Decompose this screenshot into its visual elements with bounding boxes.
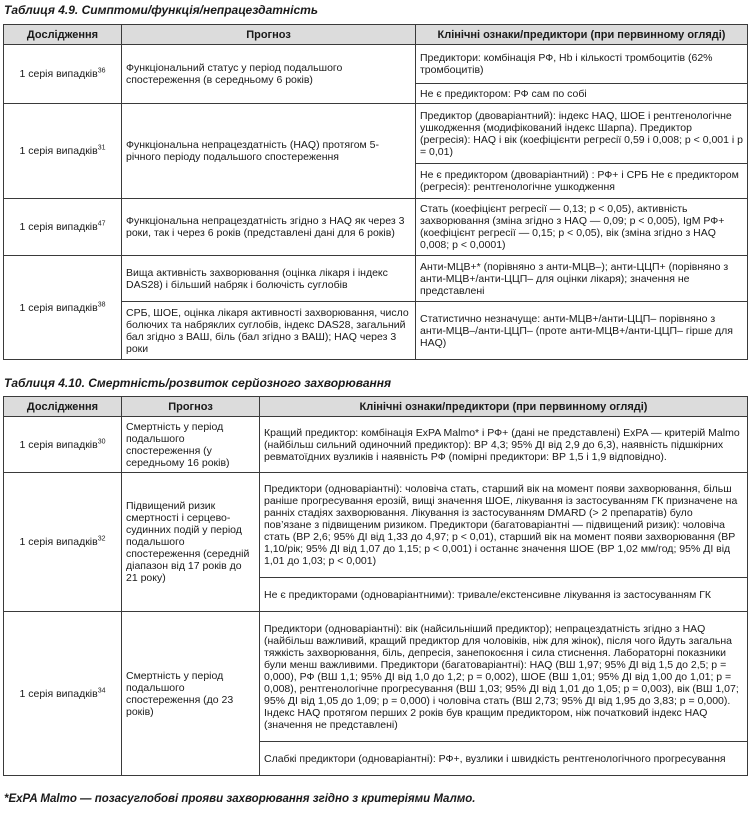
predictor-cell: Кращий предиктор: комбінація ExPA Malmo* і РФ+ (дані не представлені) ExPA — критерій Malmo (найбільш сильний одиночний предиктор): ВР 4,3; 95% ДІ від 2,9 до 6,3), наявність підшкірних ревматоїдних вузликів і наявність РФ (помірні предиктори: ВР 1,5 і 1,9 відповідно). (260, 417, 748, 473)
study-cell: 1 серія випадків$^{38}$ (4, 256, 122, 360)
col-header-study: Дослідження (4, 25, 122, 45)
predictor-cell: Не є предиктором (двоваріантний) : РФ+ і СРБ Не є предиктором (регресія): рентгенологічне ушкодження (416, 164, 748, 199)
col-header-prognosis: Прогноз (122, 397, 260, 417)
prognosis-cell: Підвищений ризик смертності і серцево-судинних подій у період подальшого спостереження (середній діапазон від 17 років до 21 року) (122, 473, 260, 612)
col-header-prognosis: Прогноз (122, 25, 416, 45)
table-row (4, 104, 748, 164)
predictor-cell: Слабкі предиктори (одноваріантні): РФ+, вузлики і швидкість рентгенологічного прогресування (260, 742, 748, 776)
col-header-predictors: Клінічні ознаки/предиктори (при первинному огляді) (260, 397, 748, 417)
table-row (4, 45, 748, 84)
table-row (4, 473, 748, 578)
predictor-cell: Не є предиктором: РФ сам по собі (416, 84, 748, 104)
table-row (4, 199, 748, 256)
predictor-cell: Предиктори (одноваріантні): чоловіча стать, старший вік на момент появи захворювання, більш раніше прогресування ерозій, вищі значення ШОЕ, лікування із застосуванням ГК призначене на ранніх стадіях захворювання. Лікування із застосуванням DMARD (> 2 препаратів) було пов’язане з підвищеним ризиком. Предиктори (багатоваріантні — підвищений ризик): чоловіча стать (ВР 2,6; 95% ДІ від 1,33 до 4,97; р < 0,01), старший вік на момент появи захворювання (ВР 1,10/рік; 95% ДІ від 1,07 до 1,15; р < 0,001) і останнє значення ШОЕ (ВР 1,02 мм/год; 95% ДІ від 1,01 до 1,03; р < 0,001) (260, 473, 748, 578)
study-cell: 1 серія випадків$^{32}$ (4, 473, 122, 612)
prognosis-cell: Функціональна непрацездатність (HAQ) протягом 5-річного періоду подальшого спостереження (122, 104, 416, 199)
study-cell: 1 серія випадків$^{30}$ (4, 417, 122, 473)
predictor-cell: Не є предикторами (одноваріантними): тривале/екстенсивне лікування із застосуванням ГК (260, 578, 748, 612)
table-4-9-caption: Таблиця 4.9. Симптоми/функція/непрацездатність (4, 3, 318, 17)
predictor-cell: Статистично незначуще: анти-МЦВ+/анти-ЦЦП– порівняно з анти-МЦВ–/анти-ЦЦП– (проте анти-МЦВ+/анти-ЦЦП– гірше для HAQ) (416, 302, 748, 360)
prognosis-cell: Вища активність захворювання (оцінка лікаря і індекс DAS28) і більший набряк і болючість суглобів (122, 256, 416, 302)
table-header-row (4, 397, 748, 417)
prognosis-cell: Смертність у період подальшого спостереження (до 23 років) (122, 612, 260, 776)
predictor-cell: Предиктор (двоваріантний): індекс HAQ, ШОЕ і рентгенологічне ушкодження (модифікований індекс Шарпа). Предиктор (регресія): HAQ і вік (коефіцієнти регресії 0,59 і 0,008; р < 0,001 і р = 0,01) (416, 104, 748, 164)
table-row (4, 612, 748, 742)
study-cell: 1 серія випадків$^{36}$ (4, 45, 122, 104)
predictor-cell: Предиктори: комбінація РФ, Hb і кількості тромбоцитів (62% тромбоцитів) (416, 45, 748, 84)
study-cell: 1 серія випадків$^{34}$ (4, 612, 122, 776)
prognosis-cell: Смертність у період подальшого спостереження (у середньому 16 років) (122, 417, 260, 473)
table-4-9 (3, 24, 748, 360)
table-header-row (4, 25, 748, 45)
prognosis-cell: Функціональна непрацездатність згідно з HAQ як через 3 роки, так і через 6 років (представлені дані для 6 років) (122, 199, 416, 256)
footnote: *ExPA Malmo — позасуглобові прояви захворювання згідно з критеріями Малмо. (4, 793, 476, 805)
table-4-10 (3, 396, 748, 776)
prognosis-cell: Функціональний статус у період подальшого спостереження (в середньому 6 років) (122, 45, 416, 104)
col-header-study: Дослідження (4, 397, 122, 417)
prognosis-cell: СРБ, ШОЕ, оцінка лікаря активності захворювання, число болючих та набряклих суглобів, індекс DAS28, загальний бал згідно з ВАШ, біль (бал згідно з ВАШ); HAQ через 3 роки (122, 302, 416, 360)
predictor-cell: Предиктори (одноваріантні): вік (найсильніший предиктор); непрацездатність згідно з HAQ (найбільш важливий, кращий предиктор для чоловіків, ніж для жінок), після чого йдуть загальна тяжкість захворювання, біль, депресія, занепокоєння і сила стиснення. Лабораторні показники були менш важливими. Предиктори (багатоваріантні): HAQ (ВШ 1,97; 95% ДІ від 1,5 до 2,5; р = 0,000), РФ (ВШ 1,1; 95% ДІ від 1,0 до 1,2; р = 0,002), ШОЕ (ВШ 1,01; 95% ДІ від 1,00 до 1,01; р = 0,008), рентгенологічне прогресування (ВШ 1,03; 95% ДІ від 1,01 до 1,05; р = 0,003), вік (ВШ 1,07; 95% ДІ від 1,05 до 1,09; р = 0,000) і чоловіча стать (ВШ 2,73; 95% ДІ від 1,95 до 3,83; р = 0,000). Індекс HAQ протягом перших 2 років був кращим предиктором, ніж початковий індекс HAQ (значення не представлені) (260, 612, 748, 742)
table-row (4, 417, 748, 473)
predictor-cell: Анти-МЦВ+* (порівняно з анти-МЦВ–); анти-ЦЦП+ (порівняно з анти-МЦВ+/анти-ЦЦП– для оцінки лікаря); значення не представлені (416, 256, 748, 302)
study-cell: 1 серія випадків$^{47}$ (4, 199, 122, 256)
col-header-predictors: Клінічні ознаки/предиктори (при первинному огляді) (416, 25, 748, 45)
table-row (4, 256, 748, 302)
study-cell: 1 серія випадків$^{31}$ (4, 104, 122, 199)
predictor-cell: Стать (коефіцієнт регресії — 0,13; р < 0,05), активність захворювання (зміна згідно з HAQ — 0,09; р < 0,005), IgM РФ+ (коефіцієнт регресії — 0,15; р < 0,05), вік (зміна згідно з HAQ 0,008; р < 0,0001) (416, 199, 748, 256)
table-4-10-caption: Таблиця 4.10. Смертність/розвиток серйозного захворювання (4, 376, 392, 390)
